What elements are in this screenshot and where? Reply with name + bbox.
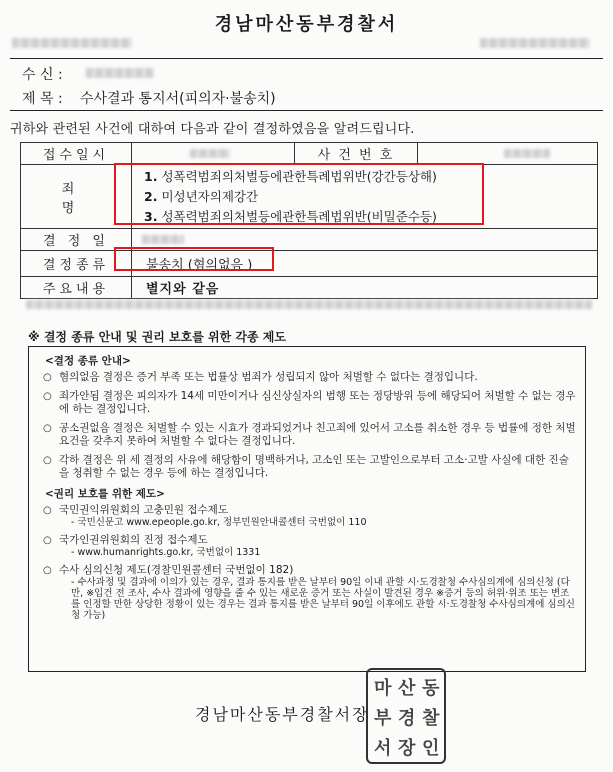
redacted-line xyxy=(26,300,592,309)
charge-item: 1. 성폭력범죄의처벌등에관한특례법위반(강간등상해) xyxy=(144,168,437,184)
subject-label: 제 목 : xyxy=(22,91,63,107)
decision-highlight-box xyxy=(114,247,274,271)
case-number-label: 사 건 번 호 xyxy=(295,143,418,165)
decision-type-item: ○ 공소권없음 결정은 처벌할 수 있는 시효가 경과되었거나 친고죄에 있어서 고소를 취소한 경우 등 법률에 정한 처벌요건을 갖추지 못하여 처벌할 수 없다는 결정입니다. xyxy=(37,422,577,448)
document-title: 경남마산동부경찰서 xyxy=(214,14,399,35)
summary-value: 별지와 같음 xyxy=(132,277,598,299)
recipient-label: 수 신 : xyxy=(22,67,63,83)
decision-type-item: ○ 각하 결정은 위 세 결정의 사유에 해당함이 명백하거나, 고소인 또는 고발인으로부터 고소·고발 사실에 대한 진술을 청취할 수 없는 경우 등에 하는 결정입니다. xyxy=(37,454,577,480)
decision-type-value: 불송치 (혐의없음 ) xyxy=(132,251,598,277)
issuer-name: 경남마산동부경찰서장 xyxy=(195,705,370,724)
intro-text: 귀하와 관련된 사건에 대하여 다음과 같이 결정하였음을 알려드립니다. xyxy=(10,122,415,137)
rights-heading: <권리 보호를 위한 제도> xyxy=(45,488,165,500)
redacted-date xyxy=(480,38,590,48)
rights-item: ○ 수사 심의신청 제도(경찰민원콜센터 국번없이 182) - 수사과정 및 결과에 이의가 있는 경우, 결과 통지를 받은 날부터 90일 이내 관할 시·도경찰청 수사심의계에 심의신청 (다만, ※입건 전 조사, 수사 결과에 영향을 줄 수 있는 새로운 증거 또는 사실이 발견된 경우 ※증거 등의 허위·위조 또는 변조를 인정할 만한 상당한 정황이 있는 경우는 결과 통지를 받은 날부터 90일 이후에도 관할 시·도경찰청 수사심의계에 심의신청 가능) xyxy=(37,564,577,621)
subject-text: 수사결과 통지서(피의자·불송치) xyxy=(80,91,276,107)
decision-type-item: ○ 혐의없음 결정은 증거 부족 또는 법률상 범죄가 성립되지 않아 처벌할 수 없다는 결정입니다. xyxy=(37,371,577,384)
official-seal: 마 산 동 부 경 찰 서 장 인 xyxy=(366,668,446,764)
decision-types-heading: <결정 종류 안내> xyxy=(45,355,131,367)
summary-label: 주요내용 xyxy=(21,277,132,299)
decision-type-label: 결정종류 xyxy=(21,251,132,277)
redacted-recipient xyxy=(86,68,154,78)
notice-heading: ※ 결정 종류 안내 및 권리 보호를 위한 각종 제도 xyxy=(28,330,286,344)
charge-highlight-box xyxy=(114,163,484,225)
receipt-date-label: 접수일시 xyxy=(21,143,132,165)
charge-item: 2. 미성년자의제강간 xyxy=(144,188,259,204)
header-rule xyxy=(10,58,603,59)
charge-label: 죄 명 xyxy=(21,165,132,229)
case-number-value xyxy=(418,143,598,165)
subject-rule xyxy=(10,110,603,111)
rights-item: ○ 국가인권위원회의 진정 접수제도 - www.humanrights.go.kr, 국번없이 1331 xyxy=(37,534,577,558)
decision-type-item: ○ 죄가안됨 결정은 피의자가 14세 미만이거나 심신상실자의 범행 또는 정당방위 등에 해당되어 처벌할 수 없는 경우에 하는 결정입니다. xyxy=(37,390,577,416)
redacted-doc-number xyxy=(12,38,132,48)
decision-date-label: 결 정 일 xyxy=(21,229,132,251)
receipt-date-value xyxy=(132,143,295,165)
notice-box xyxy=(28,346,586,672)
charge-item: 3. 성폭력범죄의처벌등에관한특례법위반(비밀준수등) xyxy=(144,208,437,224)
rights-item: ○ 국민권익위원회의 고충민원 접수제도 - 국민신문고 www.epeople.go.kr, 정부민원안내콜센터 국번없이 110 xyxy=(37,504,577,528)
